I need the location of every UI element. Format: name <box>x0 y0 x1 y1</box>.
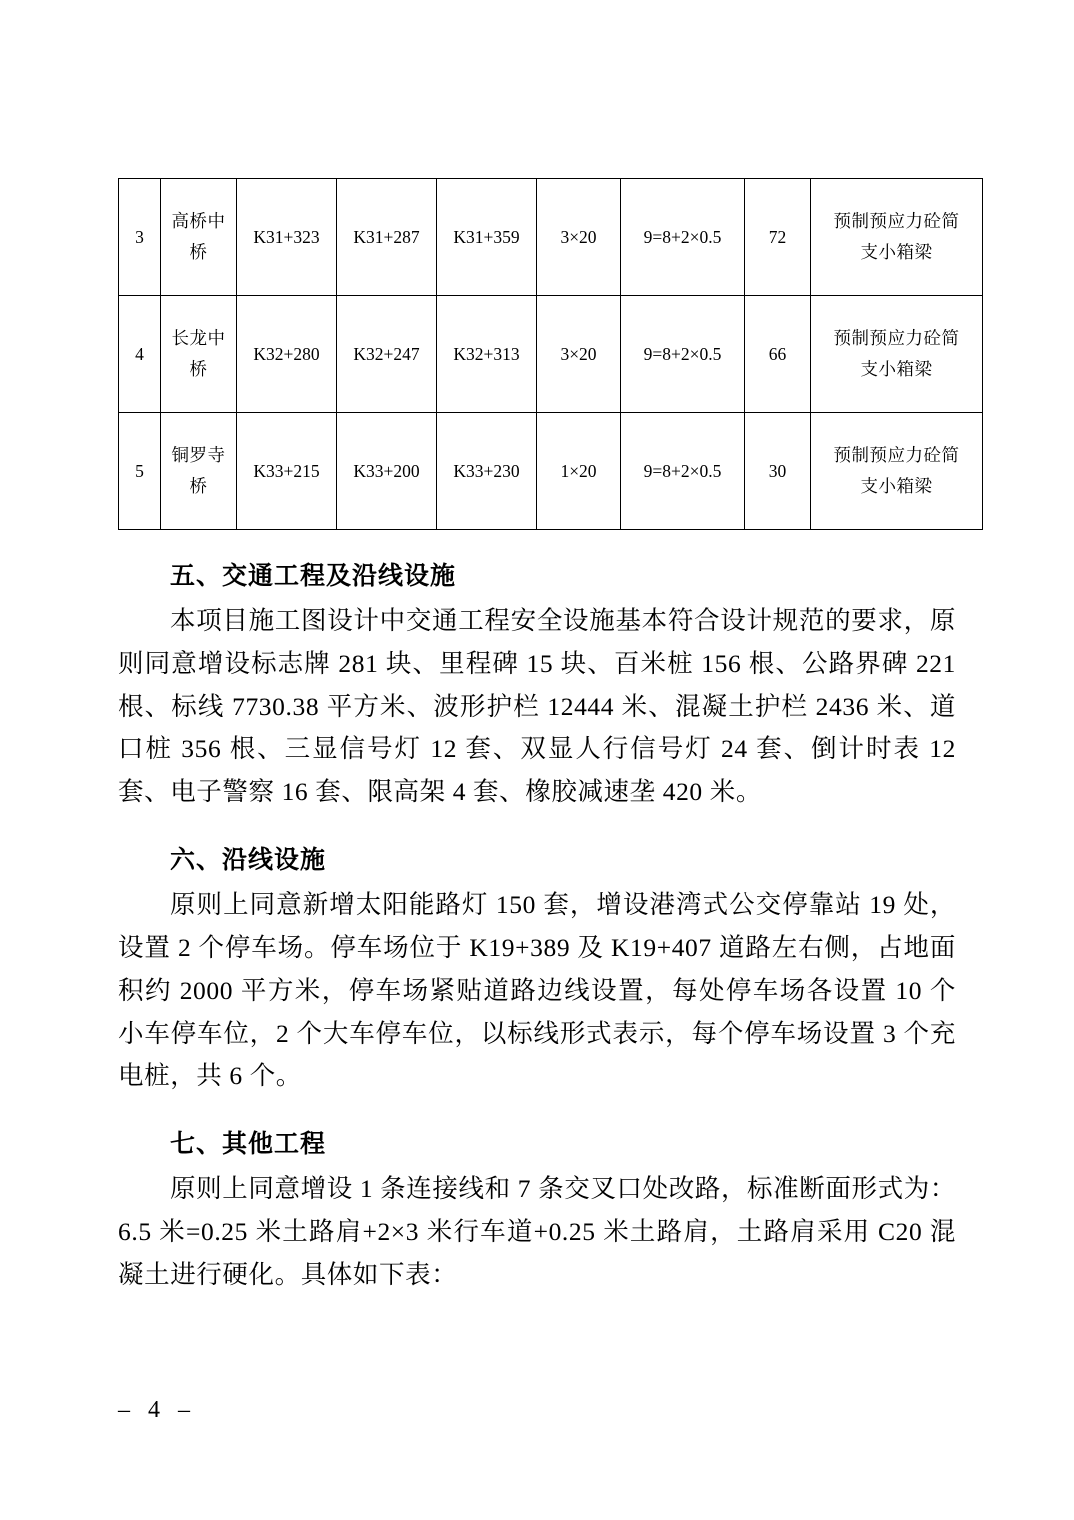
cell-note-line2: 支小箱梁 <box>860 242 933 262</box>
cell-note-line2: 支小箱梁 <box>860 359 933 379</box>
cell-spans: 3×20 <box>537 179 621 296</box>
cell-note <box>811 296 983 413</box>
cell-note-line1: 预制预应力砼简 <box>833 328 960 349</box>
cell-center-station: K33+215 <box>237 413 337 530</box>
cell-length: 66 <box>745 296 811 413</box>
cell-length: 72 <box>745 179 811 296</box>
cell-note <box>811 413 983 530</box>
cell-name: 高桥中桥 <box>161 179 237 296</box>
cell-center-station: K31+323 <box>237 179 337 296</box>
cell-name: 铜罗寺桥 <box>161 413 237 530</box>
cell-note-line2: 支小箱梁 <box>860 476 933 496</box>
cell-spans: 3×20 <box>537 296 621 413</box>
cell-start-station: K32+247 <box>337 296 437 413</box>
cell-end-station: K32+313 <box>437 296 537 413</box>
cell-width: 9=8+2×0.5 <box>621 296 745 413</box>
cell-no: 3 <box>119 179 161 296</box>
section-heading-7: 七、其他工程 <box>170 1130 327 1159</box>
table-row <box>119 179 983 296</box>
cell-end-station: K31+359 <box>437 179 537 296</box>
section-paragraph-7: 原则上同意增设 1 条连接线和 7 条交叉口处改路，标准断面形式为：6.5 米=0.25 米土路肩+2×3 米行车道+0.25 米土路肩，土路肩采用 C20 混凝土进行硬化。具体如下表： <box>118 1174 956 1289</box>
page-number: – 4 – <box>118 1397 196 1423</box>
section-paragraph-6: 原则上同意新增太阳能路灯 150 套，增设港湾式公交停靠站 19 处，设置 2 个停车场。停车场位于 K19+389 及 K19+407 道路左右侧，占地面积约 2000 平方米，停车场紧贴道路边线设置，每处停车场各设置 10 个小车停车位，2 个大车停车位，以标线形式表示，每个停车场设置 3 个充电桩，共 6 个。 <box>118 890 956 1091</box>
cell-note <box>811 179 983 296</box>
section-heading-6: 六、沿线设施 <box>170 846 327 875</box>
cell-center-station: K32+280 <box>237 296 337 413</box>
cell-note-line1: 预制预应力砼简 <box>833 445 960 466</box>
bridge-table <box>118 178 983 530</box>
section-heading-5: 五、交通工程及沿线设施 <box>170 562 457 590</box>
cell-start-station: K33+200 <box>337 413 437 530</box>
table-row <box>119 296 983 413</box>
cell-spans: 1×20 <box>537 413 621 530</box>
cell-length: 30 <box>745 413 811 530</box>
cell-width: 9=8+2×0.5 <box>621 413 745 530</box>
cell-end-station: K33+230 <box>437 413 537 530</box>
section-paragraph-5: 本项目施工图设计中交通工程安全设施基本符合设计规范的要求，原则同意增设标志牌 281 块、里程碑 15 块、百米桩 156 根、公路界碑 221 根、标线 7730.38 平方米、波形护栏 12444 米、混凝土护栏 2436 米、道口桩 356 根、三显信号灯 12 套、双显人行信号灯 24 套、倒计时表 12 套、电子警察 16 套、限高架 4 套、橡胶减速垄 420 米。 <box>118 606 956 807</box>
cell-width: 9=8+2×0.5 <box>621 179 745 296</box>
cell-no: 5 <box>119 413 161 530</box>
cell-name: 长龙中桥 <box>161 296 237 413</box>
cell-note-line1: 预制预应力砼简 <box>833 211 960 232</box>
table-row <box>119 413 983 530</box>
cell-no: 4 <box>119 296 161 413</box>
cell-start-station: K31+287 <box>337 179 437 296</box>
